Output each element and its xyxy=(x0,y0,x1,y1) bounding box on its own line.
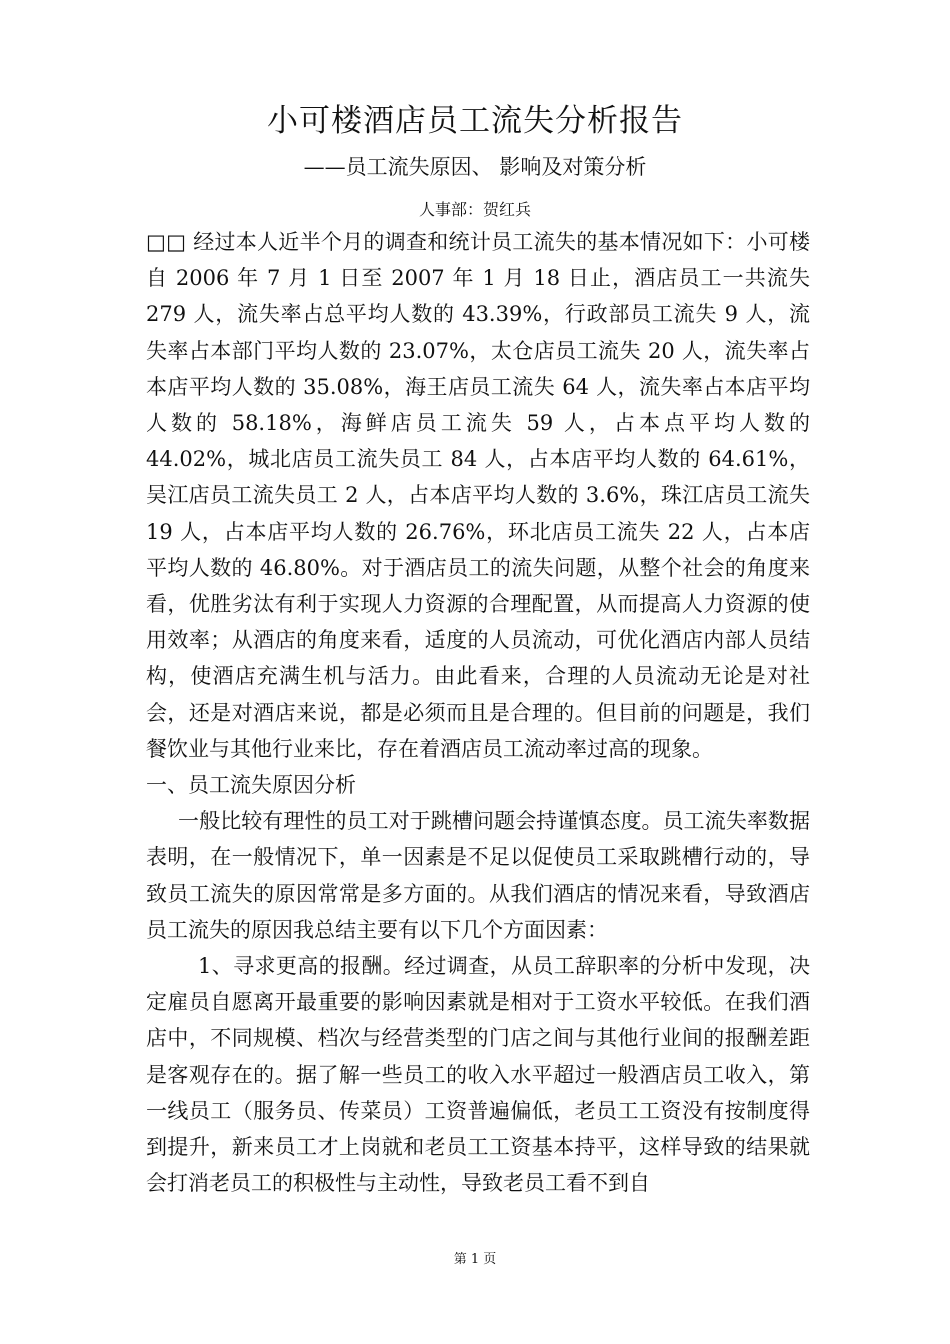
document-body xyxy=(146,224,810,1201)
body-paragraph: 一般比较有理性的员工对于跳槽问题会持谨慎态度。员工流失率数据表明，在一般情况下，单一因素是不足以促使员工采取跳槽行动的，导致员工流失的原因常常是多方面的。从我们酒店的情况来看，导致酒店员工流失的原因我总结主要有以下几个方面因素： xyxy=(146,809,810,942)
document-author: 人事部：贺红兵 xyxy=(418,200,531,219)
body-paragraph: 1、寻求更高的报酬。经过调查，从员工辞职率的分析中发现，决定雇员自愿离开最重要的影响因素就是相对于工资水平较低。在我们酒店中，不同规模、档次与经营类型的门店之间与其他行业间的报酬差距是客观存在的。据了解一些员工的收入水平超过一般酒店员工收入，第一线员工（服务员、传菜员）工资普遍偏低，老员工工资没有按制度得到提升，新来员工才上岗就和老员工工资基本持平，这样导致的结果就会打消老员工的积极性与主动性，导致老员工看不到自 xyxy=(146,954,810,1196)
page-number: 第 1 页 xyxy=(453,1252,497,1267)
document-title: 小可楼酒店员工流失分析报告 xyxy=(267,103,683,139)
section-heading: 一、员工流失原因分析 xyxy=(146,773,356,798)
intro-paragraph: □□ 经过本人近半个月的调查和统计员工流失的基本情况如下：小可楼自 2006 年 7 月 1 日至 2007 年 1 月 18 日止，酒店员工一共流失 279 人，流失率占总平均人数的 43.39%，行政部员工流失 9 人，流失率占本部门平均人数的 23.07%，太仓店员工流失 20 人，流失率占本店平均人数的 35.08%，海王店员工流失 64 人，流失率占本店平均人数的 58.18%，海鲜店员工流失 59 人，占本点平均人数的 44.02%，城北店员工流失员工 84 人，占本店平均人数的 64.61%，吴江店员工流失员工 2 人，占本店平均人数的 3.6%，珠江店员工流失 19 人，占本店平均人数的 26.76%，环北店员工流失 22 人，占本店平均人数的 46.80%。对于酒店员工的流失问题，从整个社会的角度来看，优胜劣汰有利于实现人力资源的合理配置，从而提高人力资源的使用效率；从酒店的角度来看，适度的人员流动，可优化酒店内部人员结构，使酒店充满生机与活力。由此看来，合理的人员流动无论是对社会，还是对酒店来说，都是必须而且是合理的。但目前的问题是，我们餐饮业与其他行业来比，存在着酒店员工流动率过高的现象。 xyxy=(146,230,810,761)
document-subtitle: ——员工流失原因、 影响及对策分析 xyxy=(303,155,647,179)
